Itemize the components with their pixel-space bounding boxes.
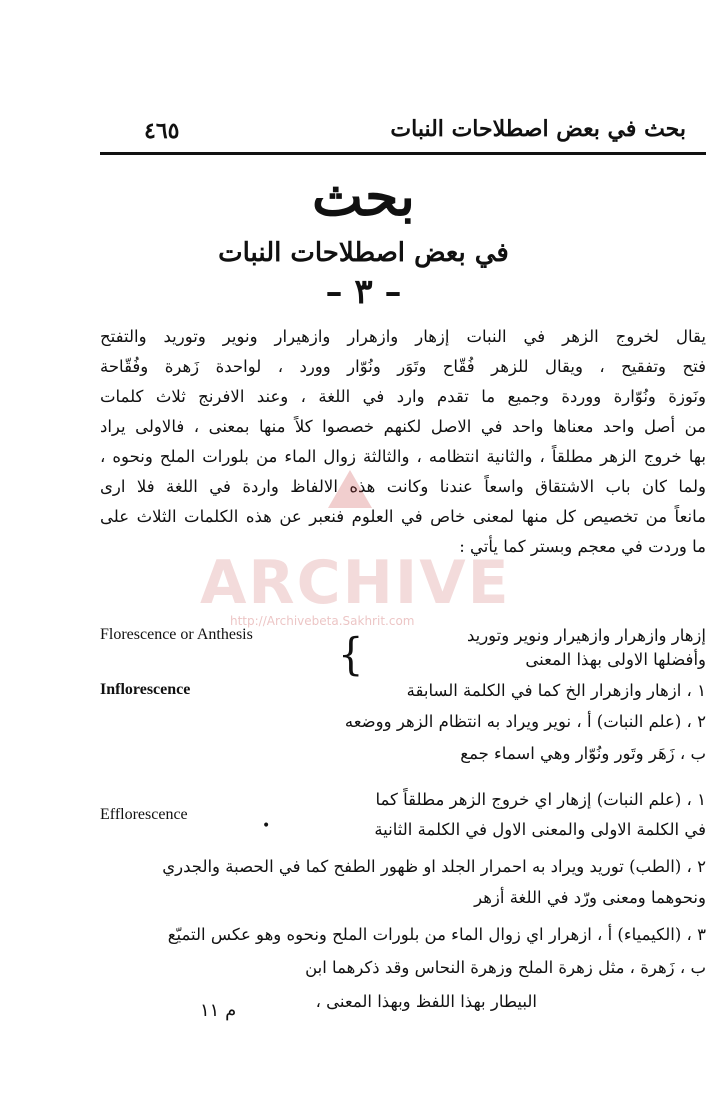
page-number: ٤٦٥ (144, 118, 180, 144)
dot-mark: • (262, 818, 271, 834)
running-head: بحث في بعض اصطلاحات النبات (390, 116, 686, 142)
entry-text: ١ ، (علم النبات) إزهار اي خروج الزهر مطلقاً كما (375, 790, 706, 809)
intro-line: ما وردت في معجم وبستر كما يأتي : (459, 537, 706, 556)
part-number: – ٣ – (325, 272, 402, 312)
intro-paragraph (100, 322, 706, 562)
intro-line: من أصل واحد معناها واحد في الاصل لكنهم خصصوا كلاً منها بمعنى ، فالاولى يراد (100, 417, 706, 436)
intro-line: فتح وتفقيح ، ويقال للزهر فُقّاح وتَوَر ونُوّار وورد ، لواحدة زَهرة وفُقّاحة (100, 357, 706, 376)
signature-mark: م ١١ (200, 1000, 237, 1021)
intro-line: ولما كان باب الاشتقاق واسعاً عندنا وكانت هذه الالفاظ واردة في اللغة فلا ارى (100, 477, 706, 496)
header-rule (100, 152, 706, 155)
intro-line: يقال لخروج الزهر في النبات إزهار وازهرار وازهيرار ونوير وتوريد والتفتح (100, 327, 706, 346)
intro-line: بها خروج الزهر مطلقاً ، والثانية انتظامه ، والثالثة زوال الماء من بلورات الملح ونحوه ، (100, 447, 706, 466)
entry-text: ٣ ، (الكيمياء) أ ، ازهرار اي زوال الماء من بلورات الملح ونحوه وهو عكس التميّع (167, 925, 706, 944)
entry-text: ب ، زَهرة ، مثل زهرة الملح وزهرة النحاس وقد ذكرهما ابن (305, 958, 706, 977)
article-subtitle: في بعض اصطلاحات النبات (218, 238, 509, 268)
intro-line: مانعاً من تخصيص كل منها لمعنى خاص في العلوم فنعبر عن هذه الكلمات الثلاث على (100, 507, 706, 526)
entry-text: ٢ ، (علم النبات) أ ، نوير ويراد به انتظام الزهر ووضعه (344, 712, 706, 731)
entry-text: وأفضلها الاولى بهذا المعنى (525, 650, 706, 669)
entry-text: ونحوهما ومعنى ورّد في اللغة أزهر (474, 888, 706, 907)
entry-text: البيطار بهذا اللفظ وبهذا المعنى ، (315, 992, 537, 1011)
article-title: بحث (312, 164, 415, 228)
entry-term-florescence: Florescence or Anthesis (100, 626, 253, 643)
entry-term-inflorescence: Inflorescence (100, 681, 191, 698)
page-header (100, 112, 706, 152)
entry-text: إزهار وازهرار وازهيرار ونوير وتوريد (466, 626, 706, 645)
entry-text: ١ ، ازهار وازهرار الخ كما في الكلمة السابقة (406, 681, 706, 700)
intro-line: ونَوزة ونُوّارة ووردة وجميع ما تقدم وارد في اللغة ، وعند الافرنج ثلاث كلمات (100, 387, 706, 406)
watermark-url: http://Archivebeta.Sakhrit.com (230, 614, 415, 628)
entry-text: في الكلمة الاولى والمعنى الاول في الكلمة الثانية (374, 820, 706, 839)
brace-icon: { (338, 629, 364, 681)
entry-text: ب ، زَهَر وتَور ونُوّار وهي اسماء جمع (460, 744, 706, 763)
watermark-text: ARCHIVE (200, 548, 511, 618)
entry-term-efflorescence: Efflorescence (100, 806, 188, 823)
watermark-logo-icon (328, 470, 372, 508)
entry-text: ٢ ، (الطب) توريد ويراد به احمرار الجلد او ظهور الطفح كما في الحصبة والجدري (162, 857, 706, 876)
